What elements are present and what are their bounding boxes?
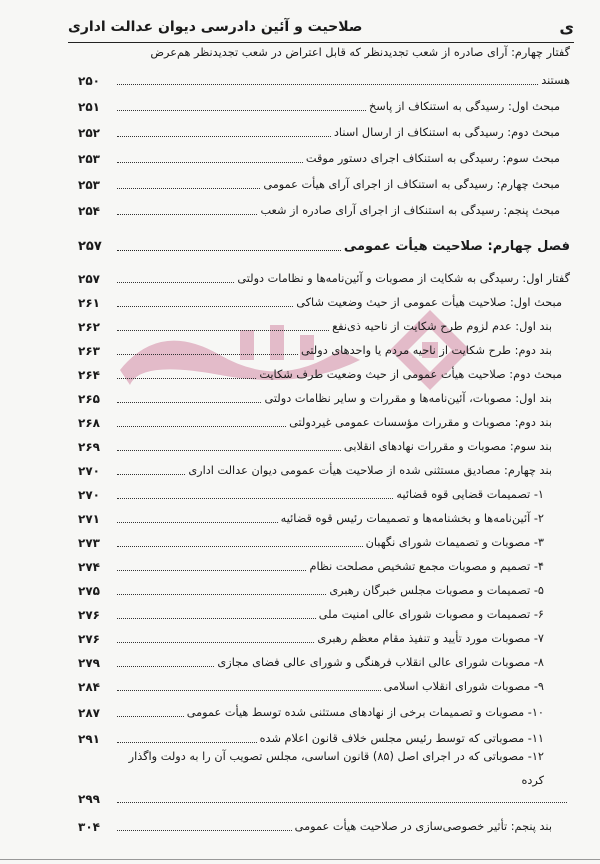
leader-dots [117,162,303,163]
toc-entry [78,172,570,192]
toc-page-number: ۲۵۲ [78,126,100,140]
toc-entry [78,94,570,114]
toc-entry [78,650,570,670]
toc-entry-text: مبحث سوم: رسیدگی به استنکاف اجرای دستور موقت [305,152,560,165]
toc-entry [78,338,570,358]
toc-entry-text: ۱۱- مصوباتی که توسط رئیس مجلس خلاف قانون اعلام شده [259,732,544,745]
toc-entry [78,506,570,526]
toc-entry-text: ۱- تصمیمات قضایی قوه قضائیه [396,488,544,501]
leader-dots [117,618,316,619]
toc-page-number: ۲۸۴ [78,680,100,694]
toc-entry [78,700,570,720]
toc-entry [78,290,570,310]
toc-entry-text: گفتار چهارم: آرای صادره از شعب تجدیدنظر که قابل اعتراض در شعب تجدیدنظر هم‌عرض [150,46,570,59]
toc-entry-text: مبحث دوم: رسیدگی به استنکاف از ارسال اسناد [333,126,560,139]
toc-page-number: ۲۵۴ [78,204,100,218]
leader-dots [117,716,184,717]
chapter-title: فصل چهارم: صلاحیت هیأت عمومی [343,239,570,254]
toc-page-number: ۲۷۶ [78,632,100,646]
toc-page-number: ۲۵۷ [78,272,100,286]
toc-entry-text: هستند [541,74,570,87]
leader-dots [117,426,286,427]
leader-dots [117,136,331,137]
toc-entry [78,554,570,574]
toc-entry [78,578,570,598]
toc-entry-text: مبحث چهارم: رسیدگی به استنکاف از اجرای آرای هیأت عمومی [263,178,560,191]
toc-entry [78,410,570,430]
toc-page-number: ۲۵۰ [78,74,100,88]
leader-dots [117,402,261,403]
page-header [68,12,574,43]
toc-entry-text: بند چهارم: مصادیق مستثنی شده از صلاحیت هیأت عمومی دیوان عدالت اداری [188,464,552,477]
toc-entry [78,146,570,166]
toc-entry-text: ۷- مصوبات مورد تأیید و تنفیذ مقام معظم رهبری [317,632,544,645]
toc-page-number: ۲۶۴ [78,368,100,382]
toc-page-number: ۲۵۳ [78,178,100,192]
leader-dots [117,282,234,283]
toc-entry [78,120,570,140]
toc-page-number: ۲۷۱ [78,512,100,526]
leader-dots [117,354,298,355]
toc-entry [78,362,570,382]
toc-entry-text: مبحث اول: صلاحیت هیأت عمومی از حیث وضعیت شاکی [296,296,562,309]
book-title: صلاحیت و آئین دادرسی دیوان عدالت اداری [68,19,363,35]
toc-entry-text: ۲- آئین‌نامه‌ها و بخشنامه‌ها و تصمیمات رئیس قوه قضائیه [280,512,544,525]
toc-entry-text: مبحث اول: رسیدگی به استنکاف از پاسخ [368,100,560,113]
toc-entry-text: ۱۰- مصوبات و تصمیمات برخی از نهادهای مستثنی شده توسط هیأت عمومی [186,706,544,719]
page-letter: ی [559,17,574,37]
toc-entry [78,198,570,218]
toc-entry-continuation [78,68,570,88]
leader-dots [117,330,329,331]
toc-entry-text: کرده [521,774,544,787]
toc-entry [78,458,570,478]
toc-entry-text: ۹- مصوبات شورای انقلاب اسلامی [383,680,544,693]
toc-entry-continuation [78,768,570,788]
leader-dots [117,214,257,215]
toc-entry [78,602,570,622]
leader-dots [117,110,366,111]
toc-page-number: ۲۶۹ [78,440,100,454]
toc-page-number: ۲۵۷ [78,239,102,254]
toc-entry [78,314,570,334]
toc-entry [78,434,570,454]
leader-dots [117,690,381,691]
toc-page-number: ۲۷۳ [78,536,100,550]
toc-entry-text: ۶- تصمیمات و مصوبات شورای عالی امنیت ملی [318,608,544,621]
toc-entry-page-line [78,786,570,806]
toc-page-number: ۲۹۱ [78,732,100,746]
page-bottom-edge [0,859,600,860]
toc-entry [78,386,570,406]
toc-entry-text: مبحث پنجم: رسیدگی به استنکاف از اجرای آرای صادره از شعب [260,204,560,217]
toc-chapter-heading [78,234,570,254]
toc-entry [78,726,570,746]
toc-page-number: ۲۷۵ [78,584,100,598]
toc-page-number: ۲۹۹ [78,792,100,806]
toc-page-number: ۲۶۲ [78,320,100,334]
toc-page-number: ۲۵۱ [78,100,100,114]
leader-dots [117,570,306,571]
leader-dots [117,498,393,499]
toc-entry-text: بند سوم: مصوبات و مقررات نهادهای انقلابی [343,440,552,453]
leader-dots [117,594,326,595]
leader-dots [117,474,185,475]
toc-page-number: ۲۷۰ [78,464,100,478]
toc-page-number: ۲۷۴ [78,560,100,574]
toc-entry-text: ۱۲- مصوباتی که در اجرای اصل (۸۵) قانون اساسی، مجلس تصویب آن را به دولت واگذار [128,750,544,763]
toc-page-number: ۲۷۰ [78,488,100,502]
leader-dots [117,522,278,523]
leader-dots [117,378,256,379]
toc-page-number: ۲۶۸ [78,416,100,430]
toc-entry-text: ۸- مصوبات شورای عالی انقلاب فرهنگی و شورای عالی فضای مجازی [217,656,544,669]
toc-entry [78,266,570,286]
leader-dots [117,742,257,743]
leader-dots [117,306,293,307]
leader-dots [117,642,314,643]
toc-page-number: ۲۶۳ [78,344,100,358]
toc-page-number: ۲۶۱ [78,296,100,310]
toc-page-number: ۳۰۴ [78,820,100,834]
toc-page-number: ۲۷۹ [78,656,100,670]
toc-entry-text: مبحث دوم: صلاحیت هیأت عمومی از حیث وضعیت طرف شکایت [259,368,562,381]
toc-entry-text: بند پنجم: تأثیر خصوصی‌سازی در صلاحیت هیأت عمومی [294,820,552,833]
toc-entry-text: ۵- تصمیمات و مصوبات مجلس خبرگان رهبری [329,584,544,597]
toc-entry-text: ۴- تصمیم و مصوبات مجمع تشخیص مصلحت نظام [309,560,544,573]
toc-page-number: ۲۵۳ [78,152,100,166]
toc-entry-text: گفتار اول: رسیدگی به شکایت از مصوبات و آئین‌نامه‌ها و نظامات دولتی [237,272,570,285]
leader-dots [117,188,260,189]
toc-entry-text: بند دوم: طرح شکایت از ناحیه مردم یا واحدهای دولتی [300,344,552,357]
toc-entry-text: بند اول: عدم لزوم طرح شکایت از ناحیه ذی‌نفع [332,320,552,333]
leader-dots [117,450,341,451]
toc-entry [78,674,570,694]
leader-dots [117,546,363,547]
toc-page-number: ۲۶۵ [78,392,100,406]
toc-entry [78,482,570,502]
leader-dots [117,250,341,251]
leader-dots [117,84,538,85]
leader-dots [117,802,567,803]
toc-entry [78,814,570,834]
toc-entry [78,530,570,550]
toc-entry-text: بند دوم: مصوبات و مقررات مؤسسات عمومی غیردولتی [289,416,552,429]
toc-page-number: ۲۷۶ [78,608,100,622]
toc-entry [78,626,570,646]
leader-dots [117,666,214,667]
toc-page-number: ۲۸۷ [78,706,100,720]
toc-entry-text: بند اول: مصوبات، آئین‌نامه‌ها و مقررات و سایر نظامات دولتی [264,392,552,405]
toc-entry-text: ۳- مصوبات و تصمیمات شورای نگهبان [365,536,544,549]
leader-dots [117,830,292,831]
